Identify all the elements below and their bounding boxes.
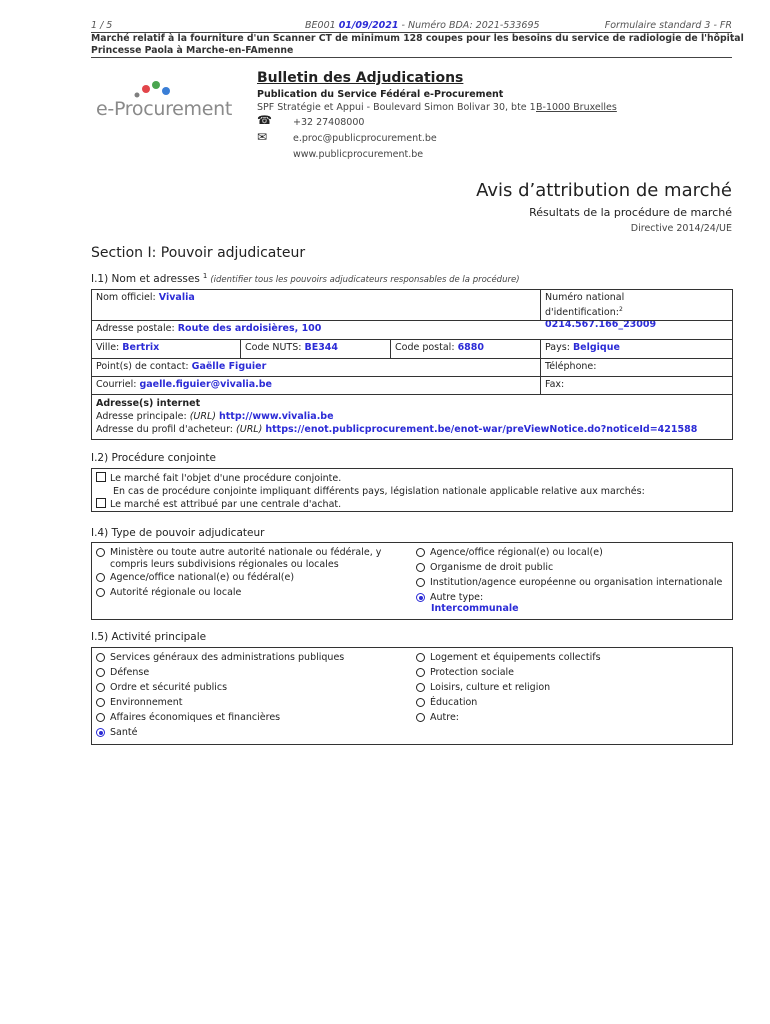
country-cell (540, 339, 733, 359)
radio-housing[interactable] (416, 653, 425, 662)
i1-footnote-mark: 1 (202, 272, 208, 280)
radio-environment[interactable] (96, 698, 105, 707)
bulletin-city: B-1000 Bruxelles (536, 102, 617, 113)
logo-text: e-Procurement (96, 98, 233, 120)
radio-federal-agency[interactable] (96, 573, 105, 582)
national-id-footnote-mark: 2 (618, 306, 623, 313)
mail-icon: ✉ (257, 130, 268, 144)
notice-reference (305, 20, 540, 31)
authority-type-regional-agency[interactable] (416, 547, 603, 558)
activity-public-order-label: Ordre et sécurité publics (110, 682, 228, 693)
radio-education[interactable] (416, 698, 425, 707)
logo-dots-icon (96, 78, 226, 100)
section-1-title: Section I: Pouvoir adjudicateur (91, 245, 306, 261)
joint-procedure-box (91, 468, 733, 512)
buyer-profile-url-tag: (URL) (236, 424, 263, 435)
radio-general-services[interactable] (96, 653, 105, 662)
i5-title: I.5) Activité principale (91, 631, 207, 643)
form-label: Formulaire standard 3 - FR (604, 20, 732, 31)
official-name-cell (91, 289, 541, 321)
radio-public-order[interactable] (96, 683, 105, 692)
i2-title: I.2) Procédure conjointe (91, 452, 216, 464)
page-number: 1 / 5 (91, 20, 113, 31)
radio-other-selected[interactable] (416, 593, 425, 602)
phone-label: Téléphone: (545, 361, 597, 372)
radio-regional-agency[interactable] (416, 548, 425, 557)
bulletin-email[interactable]: e.proc@publicprocurement.be (293, 133, 437, 144)
radio-economic-affairs[interactable] (96, 713, 105, 722)
notice-title: Avis d’attribution de marché (476, 180, 732, 201)
reference-prefix: BE001 (305, 20, 336, 31)
subject-line-1: Marché relatif à la fourniture d'un Scanner CT de minimum 128 coupes pour les besoins du service de radiologie de l'hôpital (91, 33, 744, 44)
activity-leisure-label: Loisirs, culture et religion (430, 682, 551, 693)
activity-other[interactable] (416, 712, 459, 723)
activity-other-label: Autre: (430, 712, 459, 723)
fax-label: Fax: (545, 379, 565, 390)
bulletin-title: Bulletin des Adjudications (257, 70, 464, 86)
main-address-link[interactable]: http://www.vivalia.be (219, 411, 334, 422)
national-id-label-2: d'identification: (545, 307, 619, 319)
subject-line-2: Princesse Paola à Marche-en-FAmenne (91, 45, 294, 56)
nuts-value: BE344 (304, 342, 339, 353)
i4-title: I.4) Type de pouvoir adjudicateur (91, 527, 265, 539)
fax-cell (540, 376, 733, 395)
authority-type-regional-label: Autorité régionale ou locale (110, 587, 242, 598)
phone-cell (540, 358, 733, 377)
radio-public-law[interactable] (416, 563, 425, 572)
reference-date: 01/09/2021 (338, 20, 399, 31)
buyer-profile-label: Adresse du profil d'acheteur: (96, 424, 234, 435)
postal-address-label: Adresse postale: (96, 323, 175, 334)
official-name-label: Nom officiel: (96, 292, 156, 303)
activity-economic-affairs-label: Affaires économiques et financières (110, 712, 281, 723)
authority-type-regional[interactable] (96, 587, 241, 598)
postal-address-value: Route des ardoisières, 100 (177, 323, 322, 334)
activity-public-order[interactable] (96, 682, 227, 693)
city-cell (91, 339, 241, 359)
activity-environment-label: Environnement (110, 697, 183, 708)
official-name-value: Vivalia (158, 292, 195, 303)
radio-national[interactable] (96, 548, 105, 557)
bulletin-publisher: Publication du Service Fédéral e-Procurement (257, 89, 504, 100)
activity-health[interactable] (96, 727, 137, 738)
activity-leisure[interactable] (416, 682, 550, 693)
country-label: Pays: (545, 342, 570, 353)
authority-type-national-label-1: Ministère ou toute autre autorité nationale ou fédérale, y (110, 547, 382, 558)
joint-procedure-note: En cas de procédure conjointe impliquant différents pays, législation nationale applicable relative aux marchés: (113, 486, 645, 497)
bulletin-web[interactable]: www.publicprocurement.be (293, 149, 424, 160)
authority-type-other-value: Intercommunale (431, 603, 519, 614)
email-label: Courriel: (96, 379, 137, 390)
authority-type-national-label-2: compris leurs subdivisions régionales ou locales (110, 559, 339, 570)
national-id-label-1: Numéro national (545, 292, 625, 303)
central-purchasing-checkbox[interactable] (96, 498, 106, 508)
authority-type-public-law-label: Organisme de droit public (430, 562, 554, 573)
national-id-value: 0214.567.166_23009 (545, 319, 657, 331)
joint-procedure-checkbox[interactable] (96, 472, 106, 482)
activity-housing-label: Logement et équipements collectifs (430, 652, 601, 663)
activity-housing[interactable] (416, 652, 601, 663)
activity-environment[interactable] (96, 697, 183, 708)
email-value[interactable]: gaelle.figuier@vivalia.be (139, 379, 273, 390)
notice-subtitle: Résultats de la procédure de marché (529, 206, 732, 219)
city-label: Ville: (96, 342, 120, 353)
authority-type-federal-agency[interactable] (96, 572, 294, 583)
authority-type-federal-agency-label: Agence/office national(e) ou fédéral(e) (110, 572, 295, 583)
joint-procedure-label: Le marché fait l'objet d'une procédure conjointe. (110, 473, 342, 484)
notice-directive: Directive 2014/24/UE (630, 223, 732, 234)
postal-code-label: Code postal: (395, 342, 455, 353)
internet-cell (91, 394, 733, 440)
activity-education[interactable] (416, 697, 477, 708)
postal-address-cell (91, 320, 733, 340)
authority-type-european[interactable] (416, 577, 722, 588)
contact-value: Gaëlle Figuier (191, 361, 267, 372)
activity-health-label: Santé (110, 727, 138, 738)
buyer-profile-link[interactable]: https://enot.publicprocurement.be/enot-war/preViewNotice.do?noticeId=421588 (265, 424, 698, 435)
postal-code-value: 6880 (457, 342, 485, 353)
reference-suffix: - Numéro BDA: 2021-533695 (401, 20, 540, 31)
central-purchasing-label: Le marché est attribué par une centrale d'achat. (110, 499, 342, 510)
radio-regional[interactable] (96, 588, 105, 597)
authority-type-regional-agency-label: Agence/office régional(e) ou local(e) (430, 547, 603, 558)
email-cell (91, 376, 541, 395)
i1-title: I.1) Nom et adresses (91, 273, 200, 286)
activity-education-label: Éducation (430, 697, 478, 708)
national-id-cell (540, 289, 733, 331)
radio-european[interactable] (416, 578, 425, 587)
activity-social-protection-label: Protection sociale (430, 667, 515, 678)
activity-defense[interactable] (96, 667, 149, 678)
contact-label: Point(s) de contact: (96, 361, 189, 372)
activity-general-services-label: Services généraux des administrations publiques (110, 652, 345, 663)
authority-type-public-law[interactable] (416, 562, 553, 573)
radio-leisure[interactable] (416, 683, 425, 692)
country-value: Belgique (572, 342, 620, 353)
i1-title-row (91, 272, 520, 285)
phone-icon: ☎ (257, 113, 272, 127)
radio-health-selected[interactable] (96, 728, 105, 737)
e-procurement-logo (96, 78, 233, 124)
i1-note: (identifier tous les pouvoirs adjudicateurs responsables de la procédure) (210, 275, 520, 286)
nuts-cell (240, 339, 391, 359)
activity-economic-affairs[interactable] (96, 712, 280, 723)
activity-defense-label: Défense (110, 667, 150, 678)
authority-type-other[interactable] (416, 592, 483, 603)
nuts-label: Code NUTS: (245, 342, 302, 353)
postal-code-cell (390, 339, 541, 359)
main-address-label: Adresse principale: (96, 411, 187, 422)
city-value: Bertrix (122, 342, 160, 353)
authority-type-european-label: Institution/agence européenne ou organisation internationale (430, 577, 723, 588)
activity-social-protection[interactable] (416, 667, 514, 678)
radio-activity-other[interactable] (416, 713, 425, 722)
activity-general-services[interactable] (96, 652, 344, 663)
radio-social-protection[interactable] (416, 668, 425, 677)
bulletin-address: SPF Stratégie et Appui - Boulevard Simon Bolivar 30, bte 1 (257, 102, 536, 113)
contact-cell (91, 358, 541, 377)
radio-defense[interactable] (96, 668, 105, 677)
internet-title: Adresse(s) internet (96, 398, 201, 409)
bulletin-phone[interactable]: +32 27408000 (293, 117, 365, 128)
authority-type-other-label: Autre type: (430, 592, 484, 603)
authority-type-national[interactable] (96, 547, 381, 558)
main-address-url-tag: (URL) (189, 411, 216, 422)
